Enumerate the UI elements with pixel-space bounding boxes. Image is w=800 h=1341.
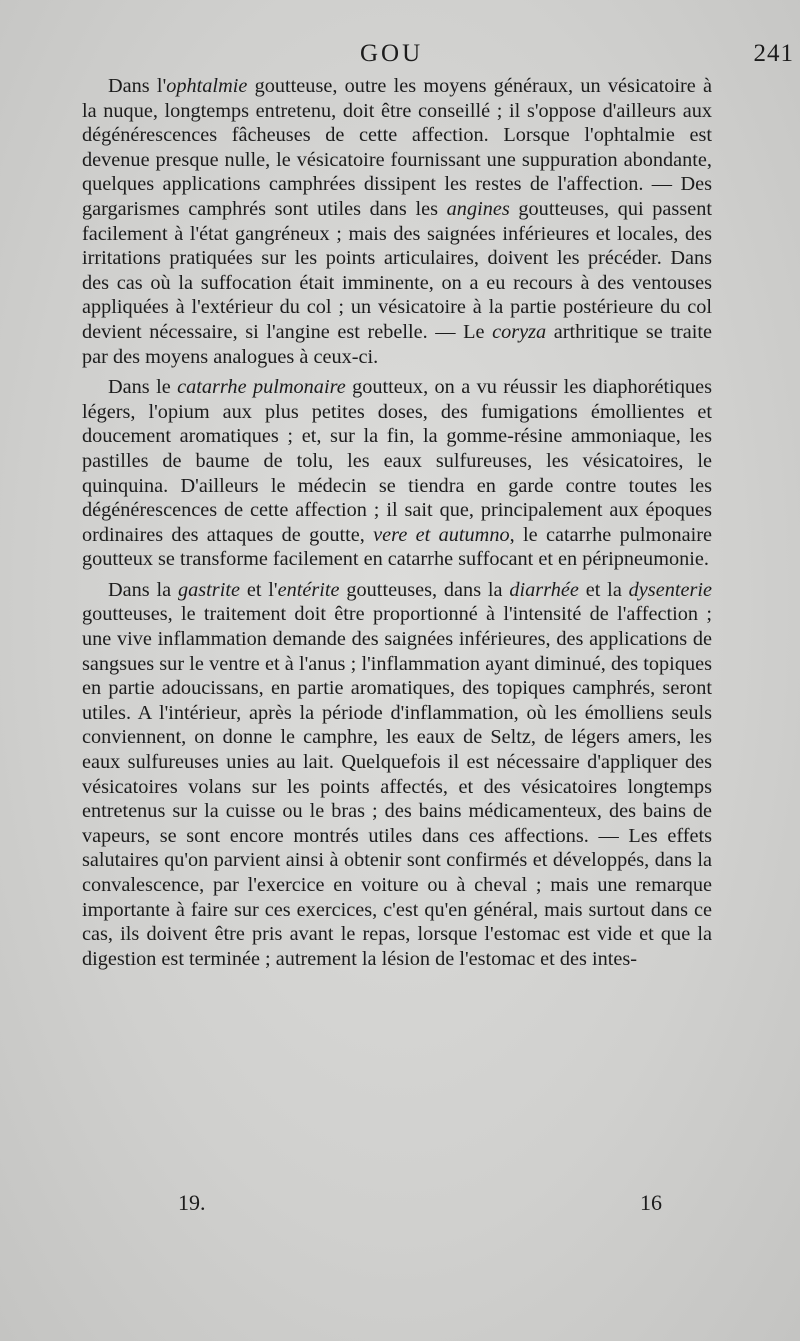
italic-term: gastrite [178,578,240,601]
text-run: goutteuses, le traitement doit être proportionné à l'intensité de l'affection ; une vive inflammation demande des saignées inférieures, des applications de sangsues sur le ventre et à l'anus ; l'inflammation ayant diminué, des topiques en partie adoucissans, en partie aromatiques, des topiques camphrés, seront utiles. A l'intérieur, après la période d'inflammation, où les émolliens seuls conviennent, on donne le camphre, les eaux de Seltz, de légers amers, les eaux sulfureuses unies au lait. Quelquefois il est nécessaire d'appliquer des vésicatoires volans sur les points affectés, et des vésicatoires longtemps entretenus sur la cuisse ou le bras ; des bains médicamenteux, des bains de vapeurs, se sont encore montrés utiles dans ces affections. — Les effets salutaires qu'on parvient ainsi à obtenir sont confirmés et développés, dans la convalescence, par l'exercice en voiture ou à cheval ; mais une remarque importante à faire sur ces exercices, c'est qu'en général, mais surtout dans ce cas, ils doivent être pris avant le repas, lorsque l'estomac est vide et que la digestion est terminée ; autrement la lésion de l'estomac et des intes- [82,603,712,970]
text-run: goutteuse, outre les moyens généraux, un vésicatoire à la nuque, longtemps entretenu, doit être conseillé ; il s'oppose d'ailleurs aux dégénérescences fâcheuses de cette affection. Lorsque l'ophtalmie est devenue presque nulle, le vésicatoire fournissant une suppuration abondante, quelques applications camphrées dissipent les restes de l'affection. — Des gargarismes camphrés sont utiles dans les [82,75,712,220]
text-run: goutteuses, dans la [339,578,510,601]
text-run: Dans l' [108,75,167,97]
italic-term: coryza [492,320,547,343]
page-number: 241 [753,40,794,67]
paragraph [82,375,712,572]
text-run: Dans la [108,578,178,601]
italic-term: entérite [277,578,340,601]
text-run: et la [578,578,629,601]
text-run: goutteux, on a vu réussir les diaphorétiques légers, l'opium aux plus petites doses, des fumigations émollientes et doucement aromatiques ; et, sur la fin, la gomme-résine ammoniaque, les pastilles de baume de tolu, les eaux sulfureuses, les vésicatoires, le quinquina. D'ailleurs le médecin se tiendra en garde contre toutes les dégénérescences de cette affection ; il sait que, principalement aux époques ordinaires des attaques de goutte, [82,376,712,546]
body-text [82,74,712,977]
text-run: arthritique se traite par des moyens analogues à ceux-ci. [82,320,712,368]
text-run: , le catarrhe pulmonaire goutteux se transforme facilement en catarrhe suffocant et en péripneumonie. [82,523,712,571]
italic-term: diarrhée [509,578,579,601]
paragraph [82,578,712,972]
italic-term: catarrhe pulmonaire [177,376,346,399]
text-run: et l' [239,578,278,601]
text-run: Dans le [108,376,178,399]
signature-mark: 19. [178,1190,206,1215]
page-header [82,40,800,74]
text-run: goutteuses, qui passent facilement à l'état gangréneux ; mais des saignées inférieures et locales, des irritations pratiquées sur les points articulaires, doivent les précéder. Dans des cas où la suffocation était imminente, on a eu recours à des ventouses appliquées à l'extérieur du col ; un vésicatoire à la partie postérieure du col devient nécessaire, si l'angine est rebelle. — Le [82,197,712,343]
italic-term: dysenterie [628,578,712,601]
gathering-folio: 16 [640,1190,662,1215]
paragraph [82,74,712,369]
italic-term: vere et autumno [373,523,510,546]
page-footer [82,1190,712,1220]
italic-term: ophtalmie [166,75,248,97]
running-head: GOU [360,40,424,67]
italic-term: angines [446,197,510,220]
